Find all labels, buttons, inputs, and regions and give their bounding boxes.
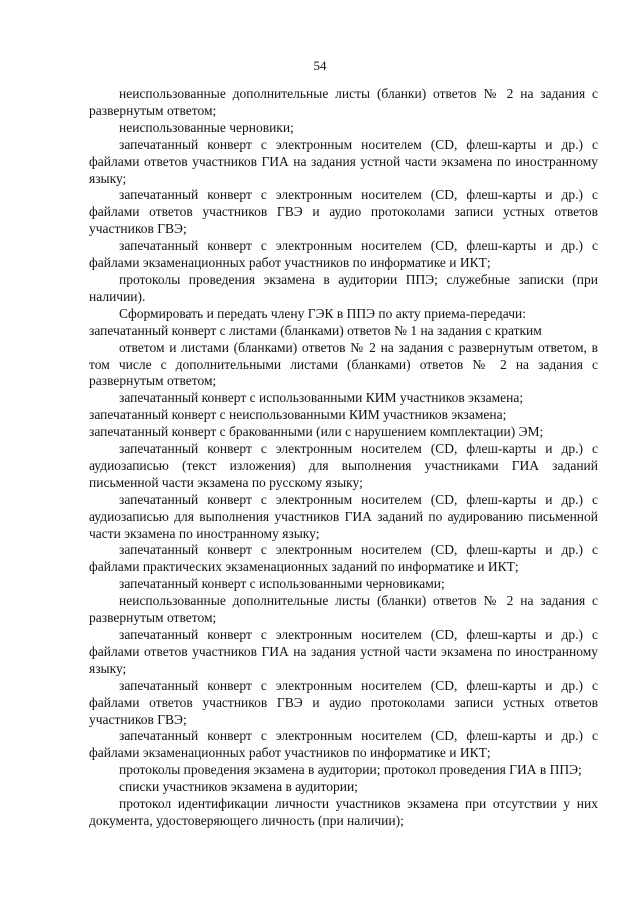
paragraph: запечатанный конверт с электронным носителем (CD, флеш-карты и др.) с файлами ответов участников ГИА на задания устной части экзамена по иностранному языку;: [89, 136, 598, 186]
paragraph: запечатанный конверт с неиспользованными КИМ участников экзамена;: [89, 407, 507, 423]
paragraph: запечатанный конверт с листами (бланками) ответов № 1 на задания с кратким: [89, 322, 542, 338]
paragraph: запечатанный конверт с бракованными (или с нарушением комплектации) ЭМ;: [89, 424, 544, 440]
paragraph: неиспользованные черновики;: [119, 119, 294, 135]
paragraph: запечатанный конверт с электронным носителем (CD, флеш-карты и др.) с аудиозаписью для выполнения участников ГИА заданий по аудированию письменной части экзамена по иностранному языку;: [89, 491, 598, 541]
paragraph: запечатанный конверт с использованными черновиками;: [119, 576, 445, 592]
paragraph: протоколы проведения экзамена в аудитории ППЭ; служебные записки (при наличии).: [89, 271, 598, 304]
paragraph: запечатанный конверт с электронным носителем (CD, флеш-карты и др.) с файлами ответов участников ГВЭ и аудио протоколами записи устных ответов участников ГВЭ;: [89, 187, 598, 237]
paragraph: запечатанный конверт с использованными КИМ участников экзамена;: [119, 390, 524, 406]
paragraph: запечатанный конверт с электронным носителем (CD, флеш-карты и др.) с файлами ответов участников ГВЭ и аудио протоколами записи устных ответов участников ГВЭ;: [89, 677, 598, 727]
paragraph: ответом и листами (бланками) ответов № 2 на задания с развернутым ответом, в том числе с дополнительными листами (бланками) ответов № 2 на задания с развернутым ответом;: [89, 339, 598, 389]
paragraph: запечатанный конверт с электронным носителем (CD, флеш-карты и др.) с файлами экзаменационных работ участников по информатике и ИКТ;: [89, 238, 598, 271]
paragraph: протокол идентификации личности участников экзамена при отсутствии у них документа, удостоверяющего личность (при наличии);: [89, 796, 598, 828]
document-body: [89, 86, 598, 830]
paragraph: запечатанный конверт с электронным носителем (CD, флеш-карты и др.) с аудиозаписью (текст изложения) для выполнения участниками ГИА заданий письменной части экзамена по русскому языку;: [89, 441, 598, 490]
paragraph: списки участников экзамена в аудитории;: [119, 779, 358, 795]
page-number: 54: [313, 58, 327, 73]
paragraph: запечатанный конверт с электронным носителем (CD, флеш-карты и др.) с файлами экзаменационных работ участников по информатике и ИКТ;: [89, 728, 598, 761]
paragraph: запечатанный конверт с электронным носителем (CD, флеш-карты и др.) с файлами практических экзаменационных заданий по информатике и ИКТ;: [89, 542, 598, 575]
paragraph: протоколы проведения экзамена в аудитории; протокол проведения ГИА в ППЭ;: [119, 762, 582, 778]
paragraph: запечатанный конверт с электронным носителем (CD, флеш-карты и др.) с файлами ответов участников ГИА на задания устной части экзамена по иностранному языку;: [89, 627, 598, 676]
paragraph: неиспользованные дополнительные листы (бланки) ответов № 2 на задания с развернутым ответом;: [89, 86, 598, 118]
paragraph: Сформировать и передать члену ГЭК в ППЭ по акту приема-передачи:: [119, 305, 526, 321]
paragraph: неиспользованные дополнительные листы (бланки) ответов № 2 на задания с развернутым ответом;: [89, 593, 598, 626]
